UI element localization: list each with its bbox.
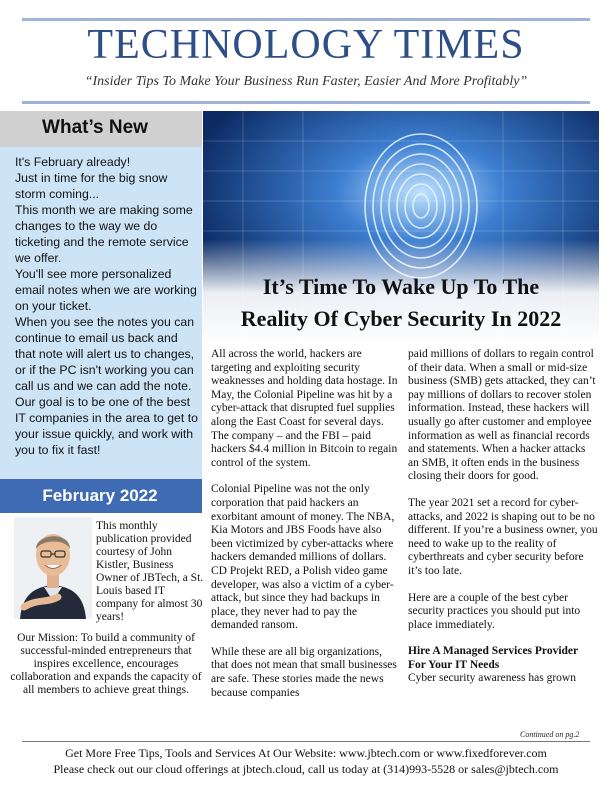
article-paragraph: Colonial Pipeline was not the only corporation that paid hackers an exorbitant amount of money. The NBA, Kia Motors and JBS Foods have also been victimized by cyber-attacks where hackers demanded millions of dollars. CD Projekt RED, a Polish video game developer, was also a victim of a cyber-attack, but since they had backups in place, they never had to pay the demanded ransom. (211, 483, 395, 632)
whats-new-paragraph: You'll see more personalized email notes when we are working on your ticket. (15, 267, 197, 313)
masthead-title: TECHNOLOGY TIMES (87, 22, 525, 68)
article-column-1 (211, 348, 401, 713)
whats-new-heading: What’s New (42, 117, 148, 138)
footer-line-2: Please check out our cloud offerings at jbtech.cloud, call us today at (314)993-5528 or sales@jbtech.com (53, 762, 559, 776)
article-paragraph: All across the world, hackers are targeting and exploiting security weaknesses and holding data hostage. In May, the Colonial Pipeline was hit by a cyber-attack that disrupted fuel supplies along the East Coast for several days. The company – and the FBI – paid hackers $4.4 million in Bitcoin to regain control of the system. (211, 348, 398, 469)
footer-rule (22, 741, 590, 742)
article-headline (203, 271, 599, 335)
article-paragraph: paid millions of dollars to regain control of their data. When a small or mid-size business (SMB) gets attacked, they can’t pay millions of dollars to recover stolen information. Instead, these hackers will usually go after customer and employee information as well as financial records and statements. When a hacker attacks an SMB, it often ends in the business closing their doors for good. (408, 348, 596, 483)
issue-date: February 2022 (42, 486, 158, 505)
masthead-rule (22, 101, 590, 104)
masthead-tagline: “Insider Tips To Make Your Business Run Faster, Easier And More Profitably” (84, 74, 528, 89)
whats-new-paragraph: Our goal is to be one of the best IT companies in the area to get to your issue quickly, and work with you to fix it fast! (15, 395, 198, 457)
whats-new-paragraph: It's February already! (15, 155, 131, 169)
article-column-2 (408, 348, 598, 699)
whats-new-paragraph: Just in time for the big snow storm coming... (15, 171, 168, 201)
article-paragraph: Here are a couple of the best cyber security practices you should put into place immediately. (408, 591, 581, 631)
whats-new-paragraph: This month we are making some changes to the way we do ticketing and the remote service we offer. (15, 203, 193, 265)
author-photo (14, 517, 92, 619)
whats-new-paragraph: When you see the notes you can continue to email us back and that note will alert us to changes, or if the PC isn't working you can call us and we can add the note. (15, 315, 195, 393)
footer-line-1: Get More Free Tips, Tools and Services At Our Website: www.jbtech.com or www.fixedforever.com (65, 746, 547, 760)
headline-line-2: Reality Of Cyber Security In 2022 (240, 306, 562, 331)
top-rule (22, 18, 590, 21)
article-paragraph: Cyber security awareness has grown (408, 672, 576, 685)
article-paragraph: While these are all big organizations, that does not mean that small businesses are safe. These stories made the news because companies (211, 645, 397, 699)
bio-text: This monthly publication provided courtesy of John Kistler, Business Owner of JBTech, a St. Louis based IT company for almost 30 years! (96, 520, 204, 623)
continued-note: Continued on pg.2 (520, 730, 580, 739)
article-subhead: Hire A Managed Services Provider For Your IT Needs (408, 645, 578, 671)
article-paragraph: The year 2021 set a record for cyber-attacks, and 2022 is shaping out to be no different. If you’re a business owner, you need to wake up to the reality of cyberthreats and cyber security before it’s too late. (408, 496, 598, 577)
headline-line-1: It’s Time To Wake Up To The (262, 274, 540, 299)
mission-text: Our Mission: To build a community of successful-minded entrepreneurs that inspires excellence, encourages collaboration and expands the capacity of all members to achieve great things. (10, 632, 202, 696)
whats-new-text (15, 154, 201, 458)
